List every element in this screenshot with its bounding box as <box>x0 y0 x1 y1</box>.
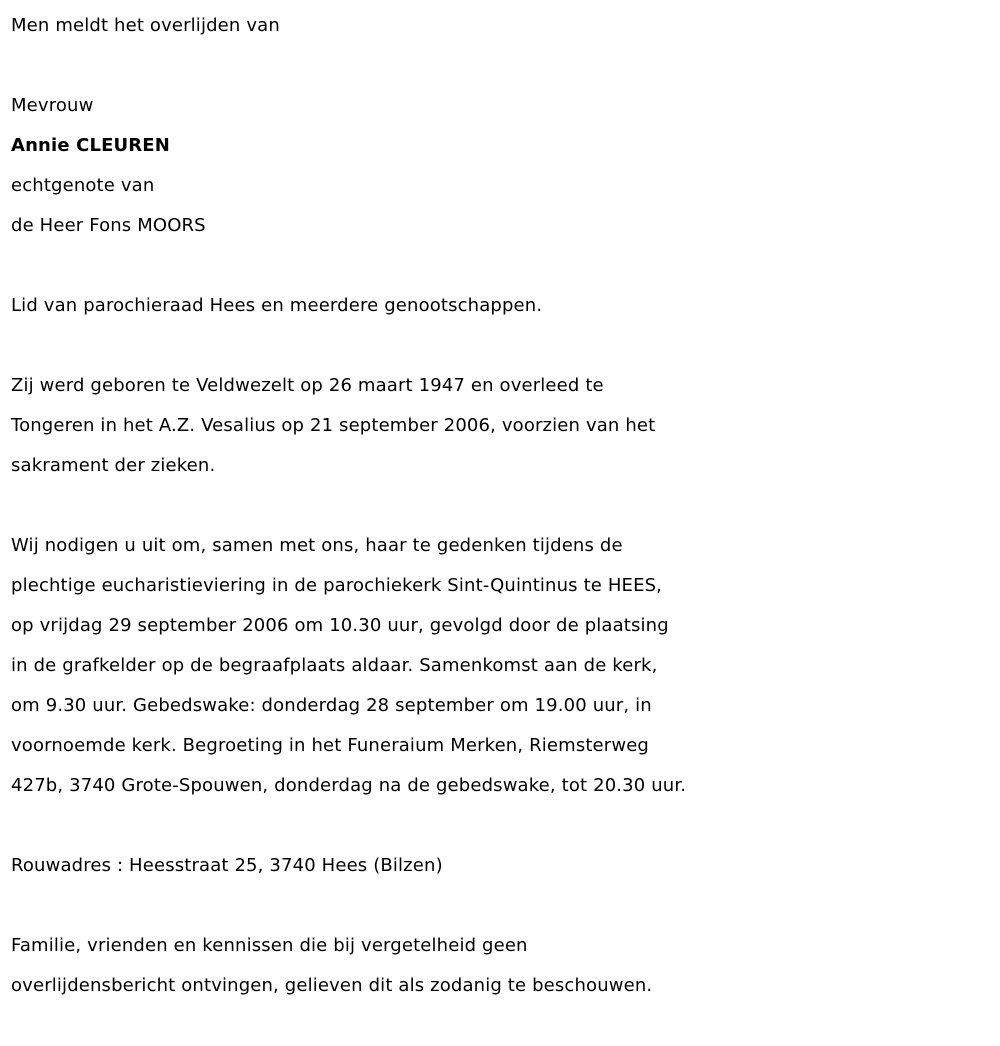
paragraph-line: op vrijdag 29 september 2006 om 10.30 uur, gevolgd door de plaatsing <box>11 615 669 636</box>
spacer <box>11 246 991 286</box>
paragraph-line: om 9.30 uur. Gebedswake: donderdag 28 september om 19.00 uur, in <box>11 695 652 716</box>
paragraph-line: Tongeren in het A.Z. Vesalius op 21 september 2006, voorzien van het <box>11 415 656 436</box>
paragraph-line: in de grafkelder op de begraafplaats aldaar. Samenkomst aan de kerk, <box>11 655 658 676</box>
spacer <box>11 486 991 526</box>
paragraph-line: voornoemde kerk. Begroeting in het Funeraium Merken, Riemsterweg <box>11 735 649 756</box>
paragraph-line: 427b, 3740 Grote-Spouwen, donderdag na de gebedswake, tot 20.30 uur. <box>11 775 687 796</box>
paragraph-line: Wij nodigen u uit om, samen met ons, haar te gedenken tijdens de <box>11 535 623 556</box>
closing-paragraph <box>11 926 991 1006</box>
spacer <box>11 46 991 86</box>
death-notice <box>11 0 991 1006</box>
intro-text: Men meldt het overlijden van <box>11 15 280 36</box>
mourning-address: Rouwadres : Heesstraat 25, 3740 Hees (Bilzen) <box>11 855 443 876</box>
ceremony-paragraph <box>11 526 991 806</box>
paragraph-line: Zij werd geboren te Veldwezelt op 26 maart 1947 en overleed te <box>11 375 604 396</box>
deceased-name-text: Annie CLEUREN <box>11 135 170 156</box>
deceased-name <box>11 126 991 166</box>
salutation: Mevrouw <box>11 95 94 116</box>
spacer <box>11 806 991 846</box>
paragraph-line: overlijdensbericht ontvingen, gelieven dit als zodanig te beschouwen. <box>11 975 653 996</box>
paragraph-line: Familie, vrienden en kennissen die bij vergetelheid geen <box>11 935 528 956</box>
spacer <box>11 886 991 926</box>
spacer <box>11 326 991 366</box>
birth-death-paragraph <box>11 366 991 486</box>
membership-text: Lid van parochieraad Hees en meerdere genootschappen. <box>11 295 543 316</box>
relation-text: echtgenote van <box>11 175 155 196</box>
paragraph-line: plechtige eucharistieviering in de parochiekerk Sint-Quintinus te HEES, <box>11 575 663 596</box>
spouse-name: de Heer Fons MOORS <box>11 215 206 236</box>
paragraph-line: sakrament der zieken. <box>11 455 216 476</box>
